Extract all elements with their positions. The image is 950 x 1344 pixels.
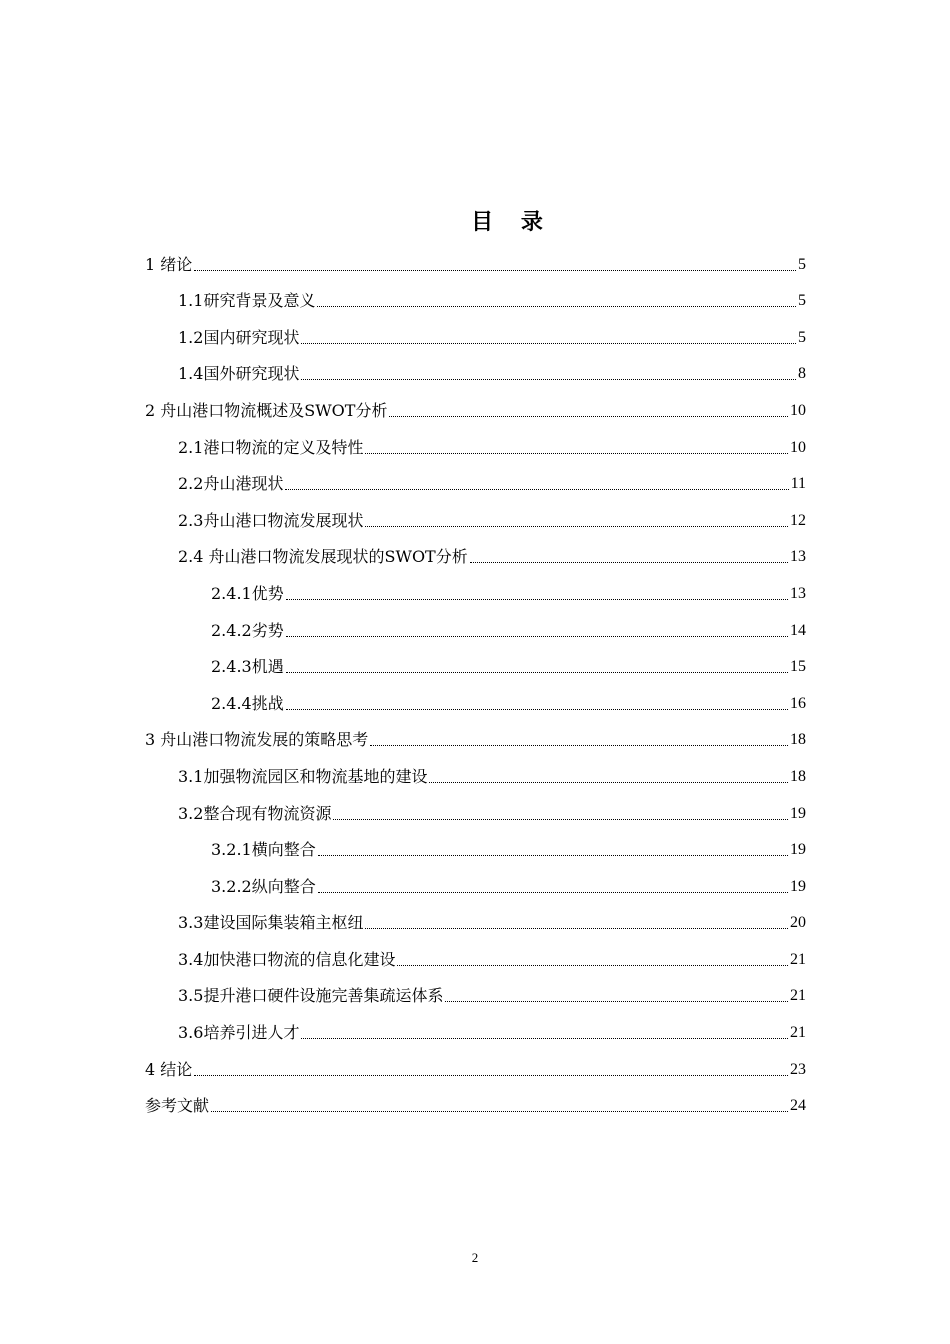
dot-leader (301, 1038, 788, 1039)
toc-entry[interactable] (0, 970, 950, 1007)
toc-entry-label: 3.5提升港口硬件设施完善集疏运体系 (178, 986, 444, 1006)
toc-entry[interactable] (0, 897, 950, 934)
toc-entry-label: 2 舟山港口物流概述及SWOT分析 (145, 400, 388, 420)
toc-entry-label: 3.2整合现有物流资源 (178, 803, 332, 823)
toc-entry-label: 2.1港口物流的定义及特性 (178, 437, 364, 457)
toc-entry-label: 1 绪论 (145, 254, 193, 274)
dot-leader (445, 1001, 788, 1002)
dot-leader (194, 1075, 788, 1076)
toc-entry[interactable] (0, 275, 950, 312)
toc-entry-label: 2.4.4挑战 (211, 693, 284, 713)
toc-entry-label: 1.4国外研究现状 (178, 364, 300, 384)
toc-entry-label: 1.1研究背景及意义 (178, 291, 316, 311)
table-of-contents (0, 238, 950, 1116)
dot-leader (429, 782, 788, 783)
toc-entry-page-number: 12 (790, 511, 806, 529)
toc-entry-page-number: 13 (790, 584, 806, 602)
toc-entry-page-number: 16 (790, 694, 806, 712)
toc-entry-label: 2.4.2劣势 (211, 620, 284, 640)
toc-entry-label: 参考文献 (145, 1096, 210, 1116)
toc-entry-label: 3.3建设国际集装箱主枢纽 (178, 913, 364, 933)
dot-leader (286, 636, 788, 637)
toc-entry[interactable] (0, 641, 950, 678)
toc-entry[interactable] (0, 787, 950, 824)
toc-entry-page-number: 20 (790, 914, 806, 932)
toc-entry-page-number: 11 (790, 475, 806, 493)
toc-entry-page-number: 5 (798, 255, 806, 273)
dot-leader (194, 270, 796, 271)
toc-entry[interactable] (0, 824, 950, 861)
toc-entry-label: 1.2国内研究现状 (178, 327, 300, 347)
dot-leader (389, 416, 788, 417)
dot-leader (470, 562, 788, 563)
toc-entry-label: 2.3舟山港口物流发展现状 (178, 510, 364, 530)
toc-entry-page-number: 23 (790, 1060, 806, 1078)
toc-entry[interactable] (0, 604, 950, 641)
toc-entry-page-number: 21 (790, 1024, 806, 1042)
toc-entry-page-number: 15 (790, 658, 806, 676)
toc-entry-label: 3.2.2纵向整合 (211, 876, 316, 896)
toc-entry[interactable] (0, 1080, 950, 1117)
dot-leader (318, 892, 788, 893)
dot-leader (286, 709, 788, 710)
dot-leader (365, 526, 788, 527)
toc-entry[interactable] (0, 860, 950, 897)
toc-entry-label: 3 舟山港口物流发展的策略思考 (145, 730, 369, 750)
toc-entry-page-number: 8 (798, 365, 806, 383)
toc-entry-page-number: 24 (790, 1097, 806, 1115)
toc-title: 目 录 (471, 210, 553, 235)
dot-leader (286, 672, 788, 673)
dot-leader (397, 965, 788, 966)
dot-leader (365, 928, 788, 929)
toc-entry-page-number: 19 (790, 804, 806, 822)
toc-entry[interactable] (0, 494, 950, 531)
toc-entry-label: 2.4 舟山港口物流发展现状的SWOT分析 (178, 547, 468, 567)
toc-entry-page-number: 18 (790, 767, 806, 785)
toc-entry-page-number: 10 (790, 438, 806, 456)
toc-entry-label: 2.4.3机遇 (211, 657, 284, 677)
dot-leader (285, 489, 788, 490)
dot-leader (286, 599, 788, 600)
toc-entry[interactable] (0, 750, 950, 787)
dot-leader (317, 306, 796, 307)
page-number: 2 (471, 1250, 479, 1265)
toc-entry-label: 3.4加快港口物流的信息化建设 (178, 949, 396, 969)
toc-entry-page-number: 19 (790, 877, 806, 895)
toc-entry[interactable] (0, 531, 950, 568)
dot-leader (301, 343, 796, 344)
toc-entry[interactable] (0, 1043, 950, 1080)
toc-entry-page-number: 13 (790, 548, 806, 566)
dot-leader (365, 453, 788, 454)
toc-entry-label: 3.6培养引进人才 (178, 1023, 300, 1043)
toc-entry-label: 3.1加强物流园区和物流基地的建设 (178, 766, 428, 786)
toc-entry-page-number: 5 (798, 328, 806, 346)
toc-entry[interactable] (0, 567, 950, 604)
toc-entry-page-number: 10 (790, 401, 806, 419)
dot-leader (301, 379, 796, 380)
toc-entry-label: 4 结论 (145, 1059, 193, 1079)
toc-entry-label: 3.2.1横向整合 (211, 840, 316, 860)
toc-entry-page-number: 14 (790, 621, 806, 639)
toc-entry-page-number: 21 (790, 987, 806, 1005)
dot-leader (333, 819, 788, 820)
toc-entry[interactable] (0, 458, 950, 495)
toc-entry[interactable] (0, 933, 950, 970)
toc-entry-label: 2.2舟山港现状 (178, 474, 284, 494)
toc-entry[interactable] (0, 311, 950, 348)
toc-entry[interactable] (0, 421, 950, 458)
toc-entry[interactable] (0, 677, 950, 714)
toc-entry[interactable] (0, 384, 950, 421)
toc-entry[interactable] (0, 714, 950, 751)
toc-entry[interactable] (0, 238, 950, 275)
toc-entry-page-number: 19 (790, 841, 806, 859)
dot-leader (370, 745, 788, 746)
toc-entry[interactable] (0, 348, 950, 385)
toc-entry-page-number: 18 (790, 731, 806, 749)
dot-leader (211, 1111, 788, 1112)
toc-entry-label: 2.4.1优势 (211, 583, 284, 603)
dot-leader (318, 855, 788, 856)
toc-entry[interactable] (0, 1006, 950, 1043)
toc-entry-page-number: 21 (790, 950, 806, 968)
toc-entry-page-number: 5 (798, 292, 806, 310)
